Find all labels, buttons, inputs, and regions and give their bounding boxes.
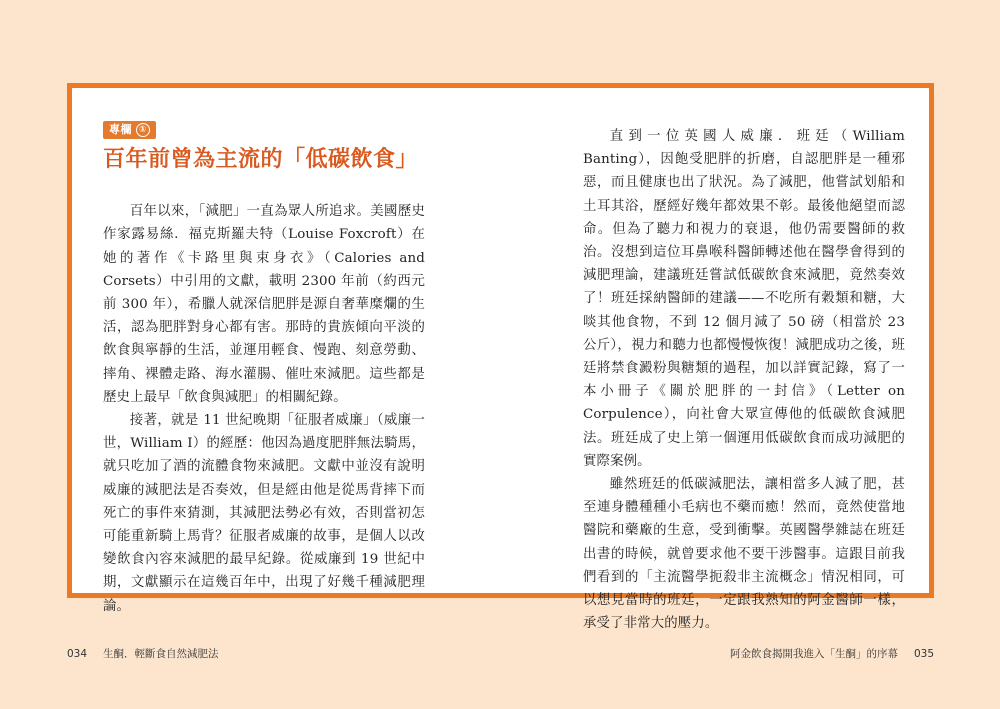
- footer-left: [67, 646, 219, 661]
- left-column: [103, 118, 425, 618]
- footer-right-title: 阿金飲食揭開我進入「生酮」的序幕: [729, 648, 898, 660]
- right-paragraph-2: 雖然班廷的低碳減肥法，讓相當多人減了肥，甚至連身體種種小毛病也不藥而癒！然而，竟然使當地醫院和藥廠的生意，受到衝擊。英國醫學雜誌在班廷出書的時候，就曾要求他不要干涉醫事。這跟目前我們看到的「主流醫學扼殺非主流概念」情況相同，可以想見當時的班廷，一定跟我熟知的阿金醫師一樣，承受了非常大的壓力。: [583, 477, 905, 632]
- column-tag-label: 專欄: [109, 123, 132, 136]
- column-tag: [103, 121, 156, 139]
- right-column: [583, 125, 905, 635]
- footer-left-page-number: 034: [67, 648, 88, 660]
- right-paragraph-1: 直到一位英國人威廉．班廷（William Banting），因飽受肥胖的折磨，自認肥胖是一種邪惡，而且健康也出了狀況。為了減肥，他嘗試划船和土耳其浴，歷經好幾年都效果不彰。最後他絕望而認命。但為了聽力和視力的衰退，他仍需要醫師的救治。沒想到這位耳鼻喉科醫師轉述他在醫學會得到的減肥理論，建議班廷嘗試低碳飲食來減肥，竟然奏效了！班廷採納醫師的建議——不吃所有穀類和糖，大啖其他食物，不到 12 個月減了 50 磅（相當於 23 公斤），視力和聽力也都慢慢恢復！減肥成功之後，班廷將禁食澱粉與糖類的過程，加以詳實記錄，寫了一本小冊子《關於肥胖的一封信》（Letter on Corpulence），向社會大眾宣傳他的低碳飲食減肥法。班廷成了史上第一個運用低碳飲食而成功減肥的實際案例。: [583, 129, 905, 469]
- footer-right: [730, 646, 934, 661]
- left-paragraph-2: 接著，就是 11 世紀晚期「征服者威廉」（威廉一世，William I）的經歷：他因為過度肥胖無法騎馬，就只吃加了酒的流體食物來減肥。文獻中並沒有說明威廉的減肥法是否奏效，但是經由他是從馬背摔下而死亡的事件來猜測，其減肥法勢必有效，否則當初怎可能重新騎上馬背？征服者威廉的故事，是個人以改變飲食內容來減肥的最早紀錄。從威廉到 19 世紀中期，文獻顯示在這幾百年中，出現了好幾千種減肥理論。: [103, 413, 425, 614]
- footer-left-title: 生酮．輕斷食自然減肥法: [103, 648, 219, 660]
- article-box: [67, 83, 934, 632]
- article-heading: 百年前曾為主流的「低碳飲食」: [103, 146, 419, 173]
- left-paragraph-1: 百年以來，「減肥」一直為眾人所追求。美國歷史作家露易絲．福克斯羅夫特（Louise Foxcroft）在她的著作《卡路里與束身衣》（Calories and Corsets）中引用的文獻，載明 2300 年前（約西元前 300 年），希臘人就深信肥胖是源自奢華糜爛的生活，認為肥胖對身心都有害。那時的貴族傾向平淡的飲食與寧靜的生活，並運用輕食、慢跑、刻意勞動、摔角、裸體走路、海水灌腸、催吐來減肥。這些都是歷史上最早「飲食與減肥」的相關紀錄。: [103, 204, 425, 405]
- column-tag-number: ①: [136, 123, 150, 137]
- footer-right-page-number: 035: [913, 648, 934, 660]
